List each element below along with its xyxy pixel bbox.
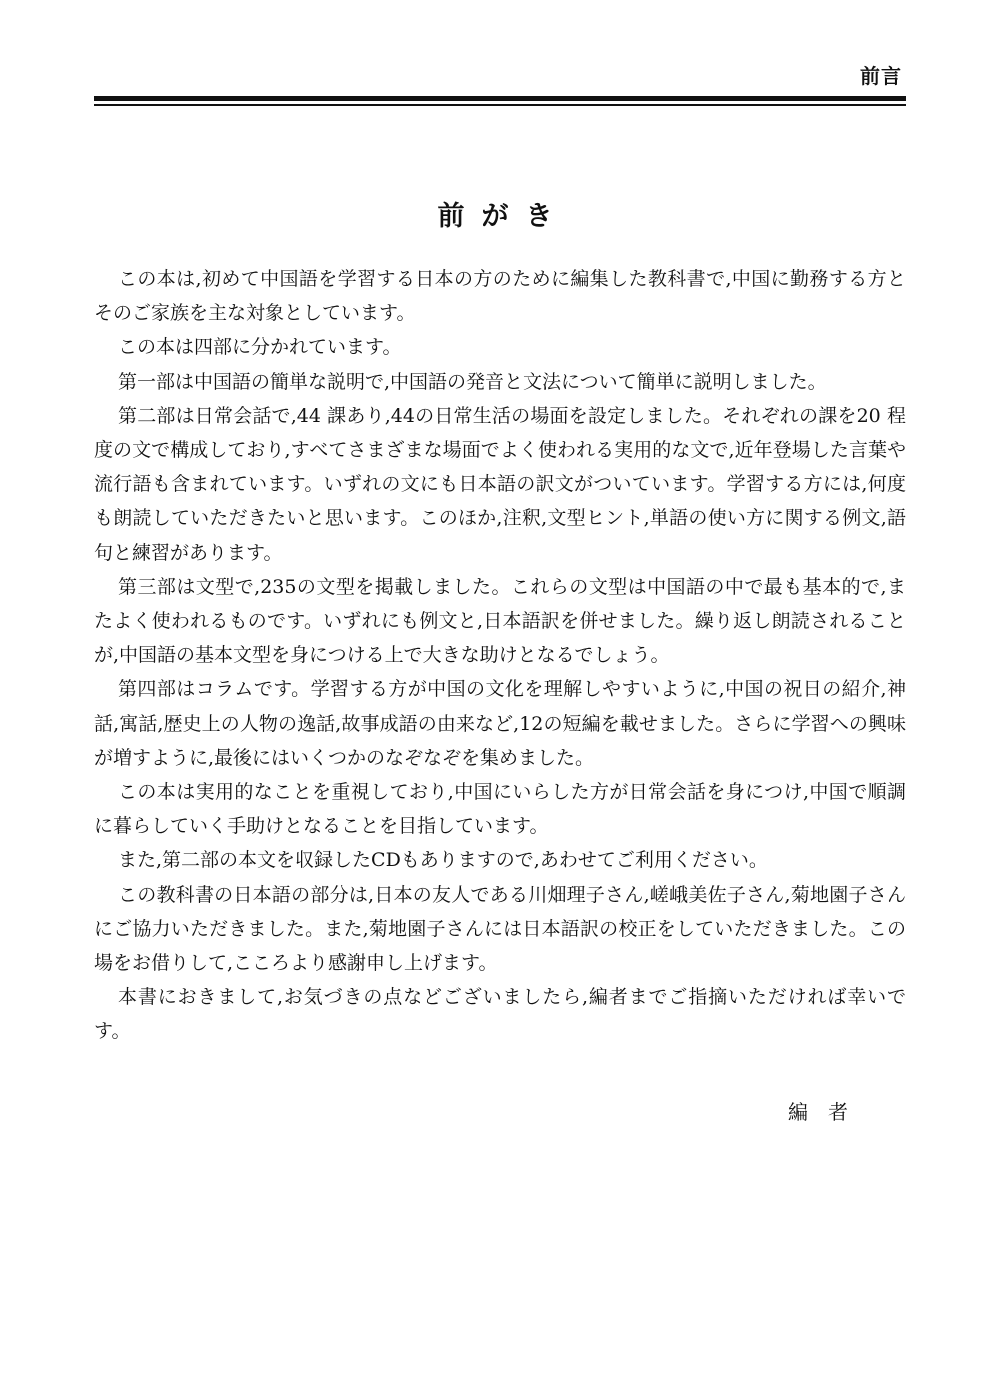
paragraph: 第二部は日常会話で,44 課あり,44の日常生活の場面を設定しました。それぞれの課を20 程度の文で構成しており,すべてさまざまな場面でよく使われる実用的な文で,近年登場した言葉や流行語も含まれています。いずれの文にも日本語の訳文がついています。学習する方には,何度も朗読していただきたいと思います。このほか,注釈,文型ヒント,単語の使い方に関する例文,語句と練習があります。 <box>94 404 906 564</box>
paragraph: 第三部は文型で,235の文型を掲載しました。これらの文型は中国語の中で最も基本的で,またよく使われるものです。いずれにも例文と,日本語訳を併せました。繰り返し朗読されることが,中国語の基本文型を身につける上で大きな助けとなるでしょう。 <box>94 575 906 667</box>
paragraph: この本は実用的なことを重視しており,中国にいらした方が日常会話を身につけ,中国で順調に暮らしていく手助けとなることを目指しています。 <box>94 781 906 838</box>
page-title: 前がき <box>437 201 570 233</box>
header-rule-thick <box>94 96 906 101</box>
body-text <box>94 262 906 1049</box>
paragraph: 第四部はコラムです。学習する方が中国の文化を理解しやすいように,中国の祝日の紹介,神話,寓話,歴史上の人物の逸話,故事成語の由来など,12の短編を載せました。さらに学習への興味が増すように,最後にはいくつかのなぞなぞを集めました。 <box>94 678 906 769</box>
signature: 編者 <box>788 1100 868 1124</box>
paragraph: この本は,初めて中国語を学習する日本の方のために編集した教科書で,中国に勤務する方とそのご家族を主な対象としています。 <box>94 268 906 325</box>
paragraph: この本は四部に分かれています。 <box>118 336 402 359</box>
running-head: 前言 <box>860 64 902 88</box>
paragraph: 第一部は中国語の簡単な説明で,中国語の発音と文法について簡単に説明しました。 <box>118 370 827 393</box>
paragraph: この教科書の日本語の部分は,日本の友人である川畑理子さん,嵯峨美佐子さん,菊地園子さんにご協力いただきました。また,菊地園子さんには日本語訳の校正をしていただきました。この場をお借りして,こころより感謝申し上げます。 <box>94 883 906 975</box>
header-rule-thin <box>94 104 906 106</box>
paragraph: また,第二部の本文を収録したCDもありますので,あわせてご利用ください。 <box>118 849 768 872</box>
paragraph: 本書におきまして,お気づきの点などございましたら,編者までご指摘いただければ幸いです。 <box>94 986 906 1043</box>
